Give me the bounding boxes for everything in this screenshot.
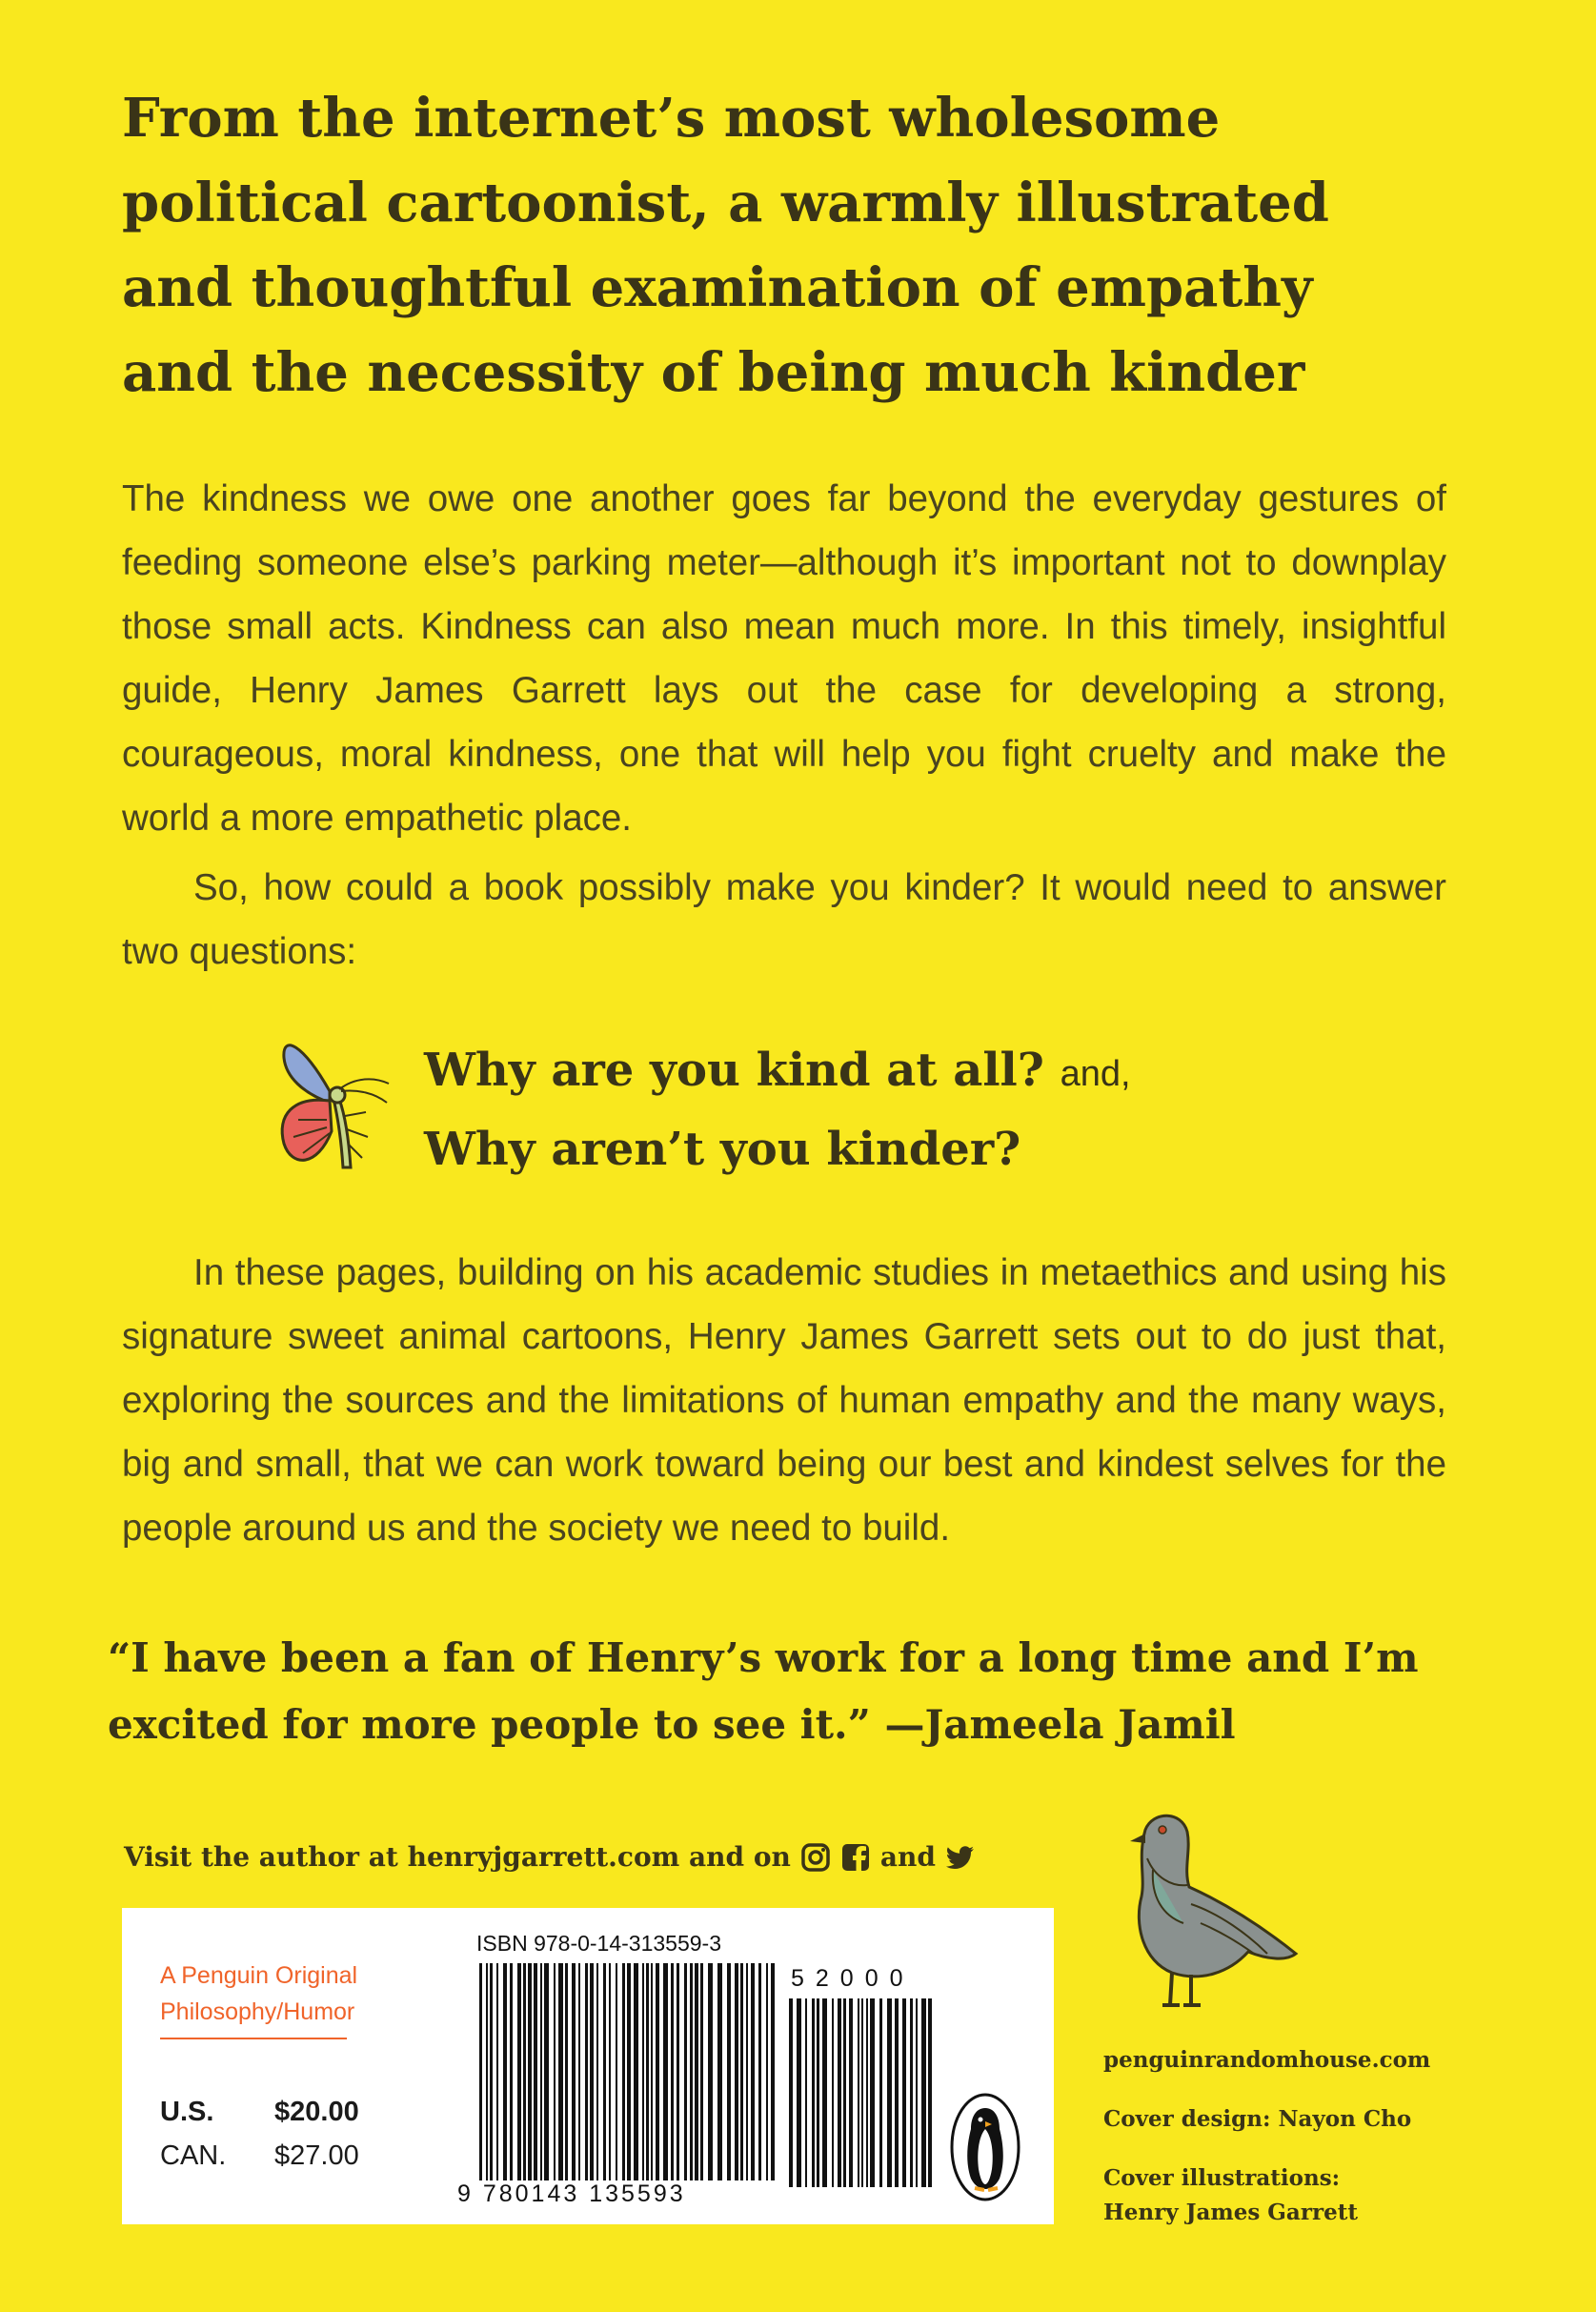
- barcode-bar: [740, 1963, 743, 2180]
- barcode-bar: [503, 1963, 507, 2180]
- barcode-bar: [805, 1998, 807, 2187]
- barcode-bar: [758, 1963, 761, 2180]
- barcode-bar: [916, 1998, 918, 2187]
- barcode-bar: [690, 1963, 693, 2180]
- barcode-bar: [627, 1963, 631, 2180]
- headline: [122, 76, 1475, 416]
- barcode-bar: [695, 1963, 698, 2180]
- price-label: U.S.: [160, 2097, 214, 2127]
- barcode-bar: [528, 1963, 532, 2180]
- barcode-bar: [766, 1963, 768, 2180]
- description-paragraph-1: The kindness we owe one another goes far beyond the everyday gestures of feeding someone else’s parking meter—although it’s important not to downplay those small acts. Kindness can also mean much more. In this timely, insightful guide, Henry James Garrett lays out the case for developing a strong, courageous, moral kindness, one that will help you fight cruelty and make the world a more empathetic place.: [122, 478, 1446, 839]
- visit-and-text: and: [879, 1841, 936, 1873]
- headline-line: From the internet’s most wholesome: [122, 87, 1221, 150]
- price-barcode-box: [122, 1908, 1054, 2224]
- barcode-bar: [544, 1963, 549, 2180]
- visit-author-line: [124, 1841, 976, 1873]
- penguin-logo-icon: [948, 2091, 1022, 2203]
- barcode-bar: [812, 1998, 815, 2187]
- barcode-bar: [671, 1963, 674, 2180]
- visit-text: Visit the author at henryjgarrett.com and on: [124, 1841, 791, 1873]
- price-label: CAN.: [160, 2140, 227, 2171]
- endorsement-quote: [108, 1625, 1480, 1758]
- barcode-bar: [609, 1963, 611, 2180]
- barcode-bar: [746, 1963, 748, 2180]
- barcode-bar: [517, 1963, 521, 2180]
- barcode-bar: [490, 1963, 493, 2180]
- publisher-website: penguinrandomhouse.com: [1103, 2047, 1431, 2073]
- headline-line: and thoughtful examination of empathy: [122, 256, 1313, 319]
- barcode-bar: [616, 1963, 617, 2180]
- barcode-bar: [902, 1998, 906, 2187]
- barcode-bar: [523, 1963, 526, 2180]
- quote-text: “I have been a fan of Henry’s work for a long time and I’m excited for more people to see it.”: [108, 1634, 1419, 1748]
- headline-line: and the necessity of being much kinder: [122, 341, 1305, 404]
- barcode-bar: [663, 1963, 668, 2180]
- barcode-bar: [870, 1998, 875, 2187]
- barcode-bar: [879, 1998, 882, 2187]
- imprint-line-2: Philosophy/Humor: [160, 1998, 355, 2025]
- addon-digits: 52000: [791, 1965, 915, 1992]
- isbn-label: ISBN 978-0-14-313559-3: [476, 1931, 721, 1956]
- barcode-bar: [817, 1998, 819, 2187]
- barcode-bar: [700, 1963, 703, 2180]
- barcode-bar: [797, 1998, 801, 2187]
- price-can: [160, 2140, 359, 2172]
- quote-attribution: —Jameela Jamil: [884, 1701, 1236, 1748]
- barcode-bar: [622, 1963, 625, 2180]
- cover-illustrations-label: Cover illustrations:: [1103, 2165, 1341, 2191]
- cover-illustrations-name: Henry James Garrett: [1103, 2200, 1358, 2225]
- barcode-bar: [717, 1963, 722, 2180]
- price-amount: $20.00: [274, 2097, 359, 2127]
- barcode-bar: [895, 1998, 899, 2187]
- barcode-bar: [727, 1963, 731, 2180]
- barcode-bar: [910, 1998, 913, 2187]
- question-connector: and,: [1060, 1054, 1131, 1094]
- barcode-bar: [656, 1963, 659, 2180]
- question-2: Why aren’t you kinder?: [424, 1123, 1021, 1176]
- pigeon-illustration: [1096, 1801, 1315, 2030]
- price-us: [160, 2097, 359, 2128]
- barcode-bar: [651, 1963, 653, 2180]
- barcode-bar: [578, 1963, 580, 2180]
- barcode-bar: [887, 1998, 892, 2187]
- barcode-bar: [928, 1998, 932, 2187]
- barcode-bar: [708, 1963, 713, 2180]
- barcode-bar: [921, 1998, 926, 2187]
- barcode-bar: [858, 1998, 859, 2187]
- twitter-icon: [945, 1842, 976, 1873]
- imprint-label: [160, 1957, 357, 2030]
- question-1: [424, 1044, 1131, 1097]
- barcode-bar: [849, 1998, 853, 2187]
- barcode-bar: [585, 1963, 588, 2180]
- barcode-bar: [590, 1963, 594, 2180]
- barcode-bar: [735, 1963, 738, 2180]
- barcode-bar: [634, 1963, 638, 2180]
- question-1-text: Why are you kind at all?: [424, 1044, 1044, 1097]
- barcode-bar: [646, 1963, 649, 2180]
- price-divider: [160, 2038, 347, 2039]
- facebook-icon: [840, 1842, 871, 1873]
- barcode-digits: 9 780143 135593: [457, 2180, 686, 2207]
- barcode-bar: [479, 1963, 482, 2180]
- headline-line: political cartoonist, a warmly illustrated: [122, 172, 1329, 234]
- barcode-bar: [684, 1963, 687, 2180]
- description-paragraph-3: In these pages, building on his academic studies in metaethics and using his signature sweet animal cartoons, Henry James Garrett sets out to do just that, exploring the sources and the limitations of human empathy and the many ways, big and small, that we can work toward being our best and kindest selves for the people around us and the society we need to build.: [122, 1252, 1446, 1549]
- butterfly-illustration: [274, 1024, 403, 1186]
- barcode-bar: [677, 1963, 679, 2180]
- description-paragraph-2: So, how could a book possibly make you kinder? It would need to answer two questions:: [122, 867, 1446, 972]
- price-amount: $27.00: [274, 2140, 359, 2171]
- barcode-bar: [843, 1998, 846, 2187]
- barcode-bar: [771, 1963, 775, 2180]
- barcode-bar: [866, 1998, 868, 2187]
- barcode-bar: [558, 1963, 563, 2180]
- barcode-bar: [822, 1998, 827, 2187]
- barcode-bar: [832, 1998, 834, 2187]
- barcode-bar: [510, 1963, 513, 2180]
- barcode-bar: [486, 1963, 488, 2180]
- barcode-bar: [534, 1963, 537, 2180]
- barcode-bar: [596, 1963, 598, 2180]
- instagram-icon: [800, 1842, 831, 1873]
- barcode-bar: [751, 1963, 755, 2180]
- barcode-bar: [540, 1963, 542, 2180]
- barcode-bar: [496, 1963, 498, 2180]
- barcode-bar: [572, 1963, 576, 2180]
- barcode-bar: [603, 1963, 606, 2180]
- cover-design-credit: Cover design: Nayon Cho: [1103, 2106, 1412, 2132]
- barcode-bar: [642, 1963, 644, 2180]
- price-addon-barcode: [789, 1998, 932, 2187]
- barcode-bar: [565, 1963, 568, 2180]
- barcode-bar: [838, 1998, 841, 2187]
- barcode-bar: [789, 1998, 793, 2187]
- imprint-line-1: A Penguin Original: [160, 1962, 358, 1989]
- barcode-bar: [554, 1963, 556, 2180]
- barcode-bar: [861, 1998, 863, 2187]
